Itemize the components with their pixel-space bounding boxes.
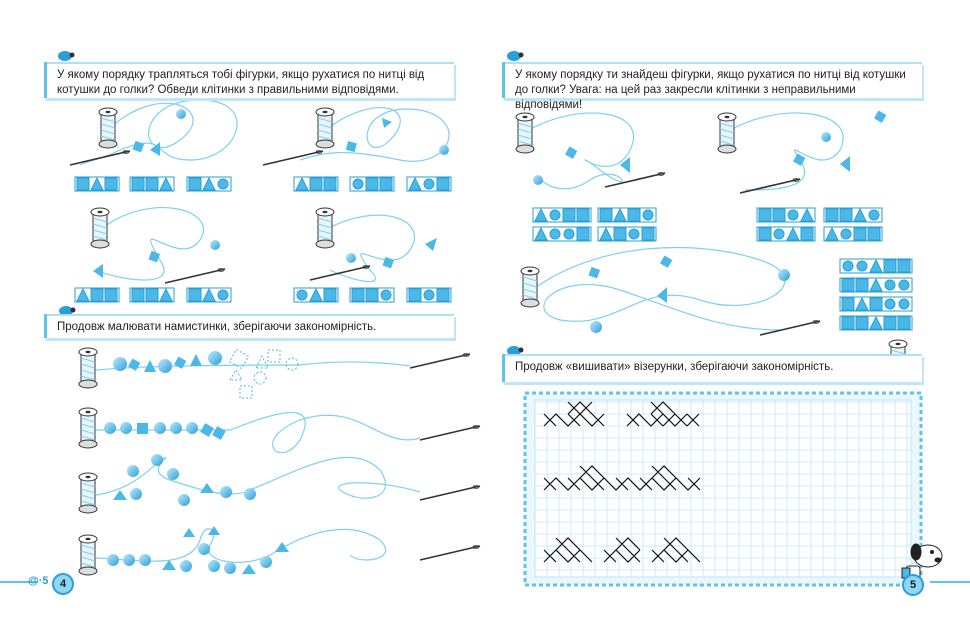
maze-3 bbox=[91, 208, 225, 283]
embroidery-grid bbox=[525, 393, 921, 585]
page-number-left: 4 bbox=[52, 573, 74, 595]
answer-cells-left bbox=[75, 177, 451, 302]
answer-cells-right bbox=[533, 208, 912, 330]
instruction-text: Продовж «вишивати» візерунки, зберігаючи закономірність. bbox=[515, 361, 834, 373]
beads-row-3 bbox=[79, 454, 480, 513]
maze-1 bbox=[70, 100, 237, 165]
task-instruction-left-2 bbox=[44, 314, 454, 338]
maze-r3 bbox=[521, 248, 820, 335]
maze-2 bbox=[263, 108, 449, 165]
maze-r1 bbox=[516, 113, 665, 189]
maze-4 bbox=[310, 208, 437, 282]
instruction-text: У якому порядку трапляться тобі фігурки, якщо рухатися по нитці від котушки до голки? Обведи клітинки з правильними відповідями. bbox=[57, 69, 425, 96]
footer-mark: @·5 bbox=[28, 575, 49, 587]
task-instruction-right-2 bbox=[502, 354, 922, 382]
beads-row-1 bbox=[79, 348, 470, 398]
beads-row-2 bbox=[79, 408, 480, 453]
task-instruction-right-1 bbox=[502, 62, 922, 111]
instruction-text: У якому порядку ти знайдеш фігурки, якщо рухатися по нитці від котушки до голки? Увага: на цей раз закресли клітинки з неправильними відповідями! bbox=[515, 69, 906, 111]
instruction-text: Продовж малювати намистинки, зберігаючи закономірність. bbox=[57, 321, 377, 333]
task-instruction-left-1 bbox=[44, 62, 454, 98]
page-number-right: 5 bbox=[902, 574, 924, 596]
maze-r2 bbox=[718, 111, 886, 193]
beads-row-4 bbox=[79, 526, 480, 575]
